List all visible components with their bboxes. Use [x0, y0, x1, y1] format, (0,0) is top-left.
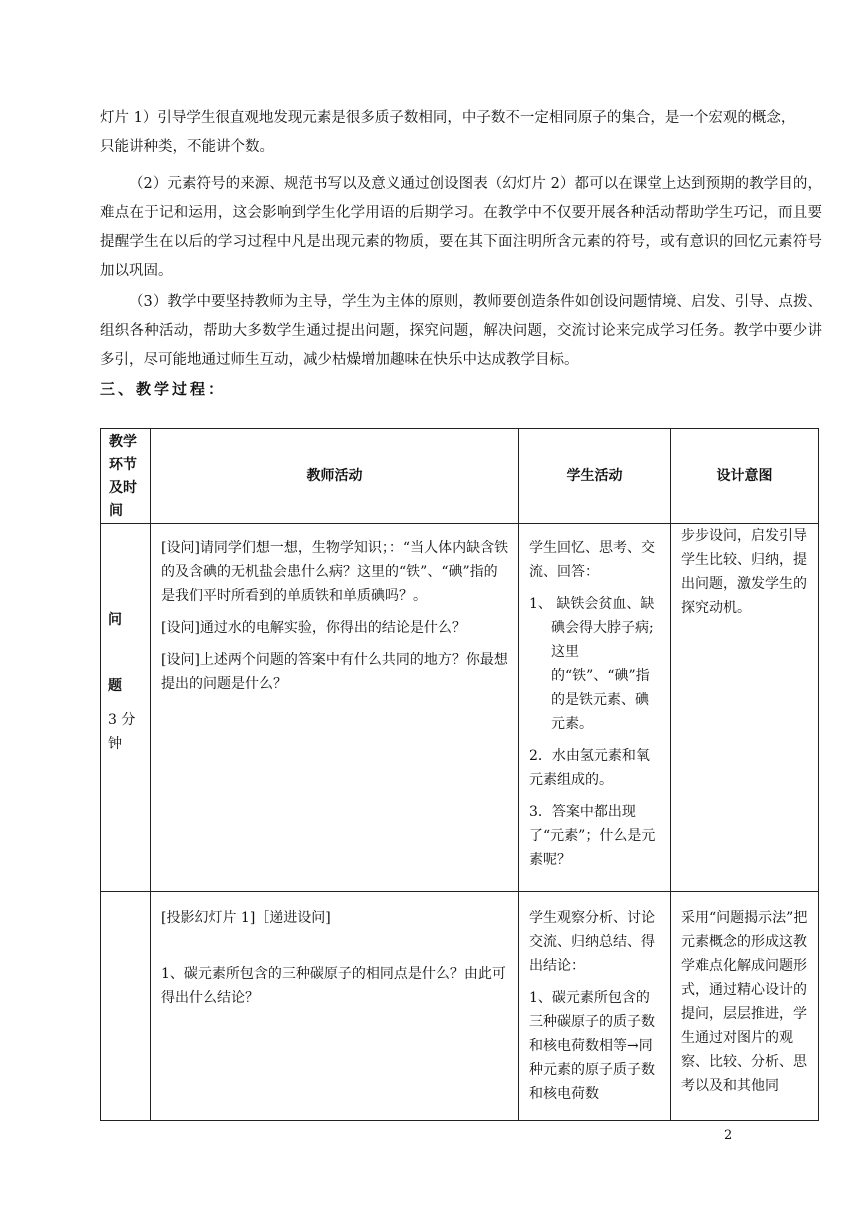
- intro-p1-line1: 灯片 1）引导学生很直观地发现元素是很多质子数相同，中子数不一定相同原子的集合，是一个宏观的概念，: [100, 110, 796, 126]
- intro-paragraph-1: [100, 104, 822, 162]
- header-teacher-activity: 教师活动: [151, 429, 519, 524]
- table-row: [101, 892, 819, 1121]
- row1-stage: 问 题 3 分 钟: [101, 524, 151, 892]
- table-row: [101, 524, 819, 892]
- intro-p1-line2: 只能讲种类，不能讲个数。: [100, 139, 274, 155]
- row1-design-intent: 步步设问，启发引导学生比较、归纳，提出问题，激发学生的探究动机。: [671, 524, 819, 892]
- row2-stage: [101, 892, 151, 1121]
- header-design-intent: 设计意图: [671, 429, 819, 524]
- row1-teacher-activity: [设问]请同学们想一想，生物学知识；：“当人体内缺含铁的及含碘的无机盐会患什么病？这里的“铁”、“碘”指的是我们平时所看到的单质铁和单质碘吗？。 [设问]通过水的电解实验，你得出的结论是什么？ [设问]上述两个问题的答案中有什么共同的地方？你最想提出的问题是什么？: [151, 524, 519, 892]
- header-stage: 教学 环节 及时 间: [101, 429, 151, 524]
- row2-student-activity: 学生观察分析、讨论交流、归纳总结、得出结论： 1、碳元素所包含的三种碳原子的质子数和核电荷数相等→同种元素的原子质子数和核电荷数: [519, 892, 671, 1121]
- row1-student-activity: 学生回忆、思考、交流、回答： 1、 缺铁会贫血、缺碘会得大脖子病;这里的“铁”、“碘”指的是铁元素、碘元素。 2．水由氢元素和氧元素组成的。 3．答案中都出现了“元素”；什么是元素呢？: [519, 524, 671, 892]
- table-header-row: [101, 429, 819, 524]
- intro-paragraph-2: （2）元素符号的来源、规范书写以及意义通过创设图表（幻灯片 2）都可以在课堂上达到预期的教学目的，难点在于记和运用，这会影响到学生化学用语的后期学习。在教学中不仅要开展各种活动帮助学生巧记，而且要提醒学生在以后的学习过程中凡是出现元素的物质，要在其下面注明所含元素的符号，或有意识的回忆元素符号加以巩固。: [100, 176, 822, 279]
- section-title: 三、教学过程：: [100, 380, 227, 398]
- teaching-process-table: [100, 428, 819, 1121]
- row2-teacher-activity: [投影幻灯片 1]［递进设问] 1、碳元素所包含的三种碳原子的相同点是什么？由此可得出什么结论？: [151, 892, 519, 1121]
- header-student-activity: 学生活动: [519, 429, 671, 524]
- intro-paragraph-3: （3）教学中要坚持教师为主导，学生为主体的原则，教师要创造条件如创设问题情境、启发、引导、点拨、组织各种活动，帮助大多数学生通过提出问题，探究问题，解决问题，交流讨论来完成学习任务。教学中要少讲多引，尽可能地通过师生互动，减少枯燥增加趣味在快乐中达成教学目标。: [100, 294, 822, 368]
- row2-design-intent: 采用“问题揭示法”把元素概念的形成这教学难点化解成问题形式，通过精心设计的提问，层层推进，学生通过对图片的观察、比较、分析、思考以及和其他同: [671, 892, 819, 1121]
- page-number: 2: [724, 1128, 733, 1143]
